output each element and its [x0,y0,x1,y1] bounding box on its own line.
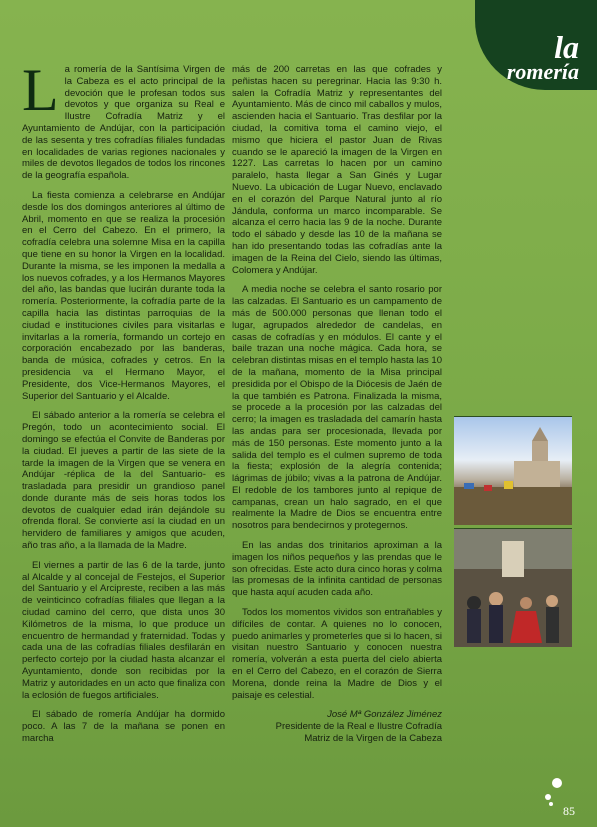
article-paragraph: El sábado anterior a la romería se celebra el Pregón, todo un acontecimiento social. El domingo se efectúa el Convite de Banderas por la ciudad. El jueves a partir de las siete de la tarde la imagen de la Virgen que se venera en Andújar -réplica de la del Santuario- es trasladada para presidir un grandioso panel donde durante más de seis horas todos los devotos de cualquier edad irán dejándole su ofrenda floral. Se convierte así la ciudad en un hervidero de familiares y amigos que acuden, año tras año, a la llamada de la Madre. [22,410,225,552]
signature-block [232,709,442,745]
article-paragraph: La romería de la Santísima Virgen de la Cabeza es el acto principal de la devoción que le profesan todos sus devotos y que organiza su Real e Ilustre Cofradía Matriz y el Ayuntamiento de Andújar, con la participación de las sesenta y tres cofradías filiales fundadas en localidades de varias regiones nacionales y miles de devotos llegados de todos los rincones de la geografía española. [22,57,225,182]
article-paragraph: La fiesta comienza a celebrarse en Andújar desde los dos domingos anteriores al último de Abril, momento en que se realiza la procesión en el Cerro del Cabezo. En el primero, la cofradía celebra una solemne Misa en la capilla que tiene en su honor la Virgen en la localidad. Durante la misma, se les imponen la medalla a los nuevos cofrades, y a los Hermanos Mayores del año, las bandas que lucirán durante toda la romería. Posteriormente, la cofradía parte de la capilla hacia las distintas parroquias de la ciudad e instituciones civiles para visitarlas e invitarlas a la romería, formando un cortejo en corporación encabezado por las banderas, banda de música, cofrades y cetros. En la presidencia va el Hermano Mayor, el Presidente, dos Vice-Hermanos Mayores, el Superior del Santuario y el Alcalde. [22,189,225,402]
decorative-dot [549,802,553,806]
drop-cap: L [22,57,59,123]
procession-photo [454,528,572,647]
section-title [506,29,579,85]
section-title-line2: romería [506,59,579,85]
article-paragraph: El sábado de romería Andújar ha dormido poco. A las 7 de la mañana se ponen en marcha [22,709,225,745]
article-paragraph: El viernes a partir de las 6 de la tarde, junto al Alcalde y al concejal de Festejos, el Superior del Santuario y el Arcipreste, reciben a las más de veinticinco cofradías filiales que llegan a la ciudad camino del cerro, que dista unos 30 Kilómetros de la misma, lo que produce un encuentro de hermandad y fraternidad. Todas y cada una de las cofradías filiales desfilarán en perfecto cortejo por la ciudad hasta alcanzar el Ayuntamiento, donde son recibidas por la Matriz y autoridades en un acto que finaliza con la eclosión de fuegos artificiales. [22,559,225,701]
decorative-dot [545,794,551,800]
article-column-right [232,64,442,745]
article-column-left [22,57,225,753]
signature-name: José Mª González Jiménez [327,709,442,721]
sanctuary-photo [454,416,572,525]
procession-illustration [454,529,572,647]
signature-role: Presidente de la Real e Ilustre Cofradía [275,721,442,733]
article-paragraph: A media noche se celebra el santo rosario por las calzadas. El Santuario es un campamento de más de 500.000 personas que llenan todo el lugar, agrupados alrededor de candelas, en casas de cofradías y en módulos. El cante y el baile trazan una noche mágica. Cada hora, se celebran distintas misas en el templo hasta las 10 de la mañana, momento de la Misa principal presidida por el Obispo de la Diócesis de Jaén de la que también es Patrona. Finalizada la misma, se procede a la procesión por las calzadas del cerro; la imagen es trasladada del camarín hasta las andas para ser procesionada, llevada por más de 150 personas. Este momento junto a la salida del templo es el culmen supremo de toda la fiesta; explosión de la alegría contenida; lágrimas de júbilo; vivas a la patrona de Andújar. El redoble de los tambores junto al repique de campanas, crean un halo sagrado, en el que realmente la Madre de Dios se encuentra entre nosotros para bendecirnos y protegernos. [232,284,442,532]
signature-role: Matriz de la Virgen de la Cabeza [304,733,442,745]
decorative-dot [552,778,562,788]
article-paragraph: más de 200 carretas en las que cofrades y peñistas hacen su peregrinar. Hacia las 9:30 h. salen la Cofradía Matriz y representantes del Ayuntamiento. Más de cinco mil caballos y mulos, ascienden hacia el Santuario. Tras desfilar por la ciudad, la comitiva toma el camino viejo, el mismo que hiciera el pastor Juan de Rivas cuando se le apareció la imagen de la Virgen en 1227. Las carretas lo hacen por un camino paralelo, hasta llegar a San Ginés y Lugar Nuevo. La ubicación de Lugar Nuevo, enclavado en el corazón del Parque Natural junto al río Jándula, conforma un marco incomparable. Se alcanza el cerro hacia las 9 de la noche. Durante todo el sábado y desde las 10 de la mañana se han ido presentando todas las cofradías ante la imagen de la Reina del Cielo, siendo las últimas, Colomera y Andújar. [232,64,442,276]
page-number: 85 [563,804,575,818]
section-title-line1: la [554,29,579,65]
article-paragraph: En las andas dos trinitarios aproximan a la imagen los niños pequeños y las prendas que le son ofrecidas. Este acto dura cinco horas y colma las promesas de la infinita cantidad de personas que hasta aquí acuden cada año. [232,540,442,599]
sanctuary-illustration [454,417,572,525]
article-paragraph: Todos los momentos vividos son entrañables y difíciles de contar. A quienes no lo conocen, puedo animarles y prometerles que si lo hacen, si visitan nuestro Santuario y conocen nuestra romería, volverán a esta puerta del cielo abierta en el Cerro del Cabezo, en el corazón de Sierra Morena, donde reina la Madre de Dios y el paisaje es celestial. [232,607,442,701]
